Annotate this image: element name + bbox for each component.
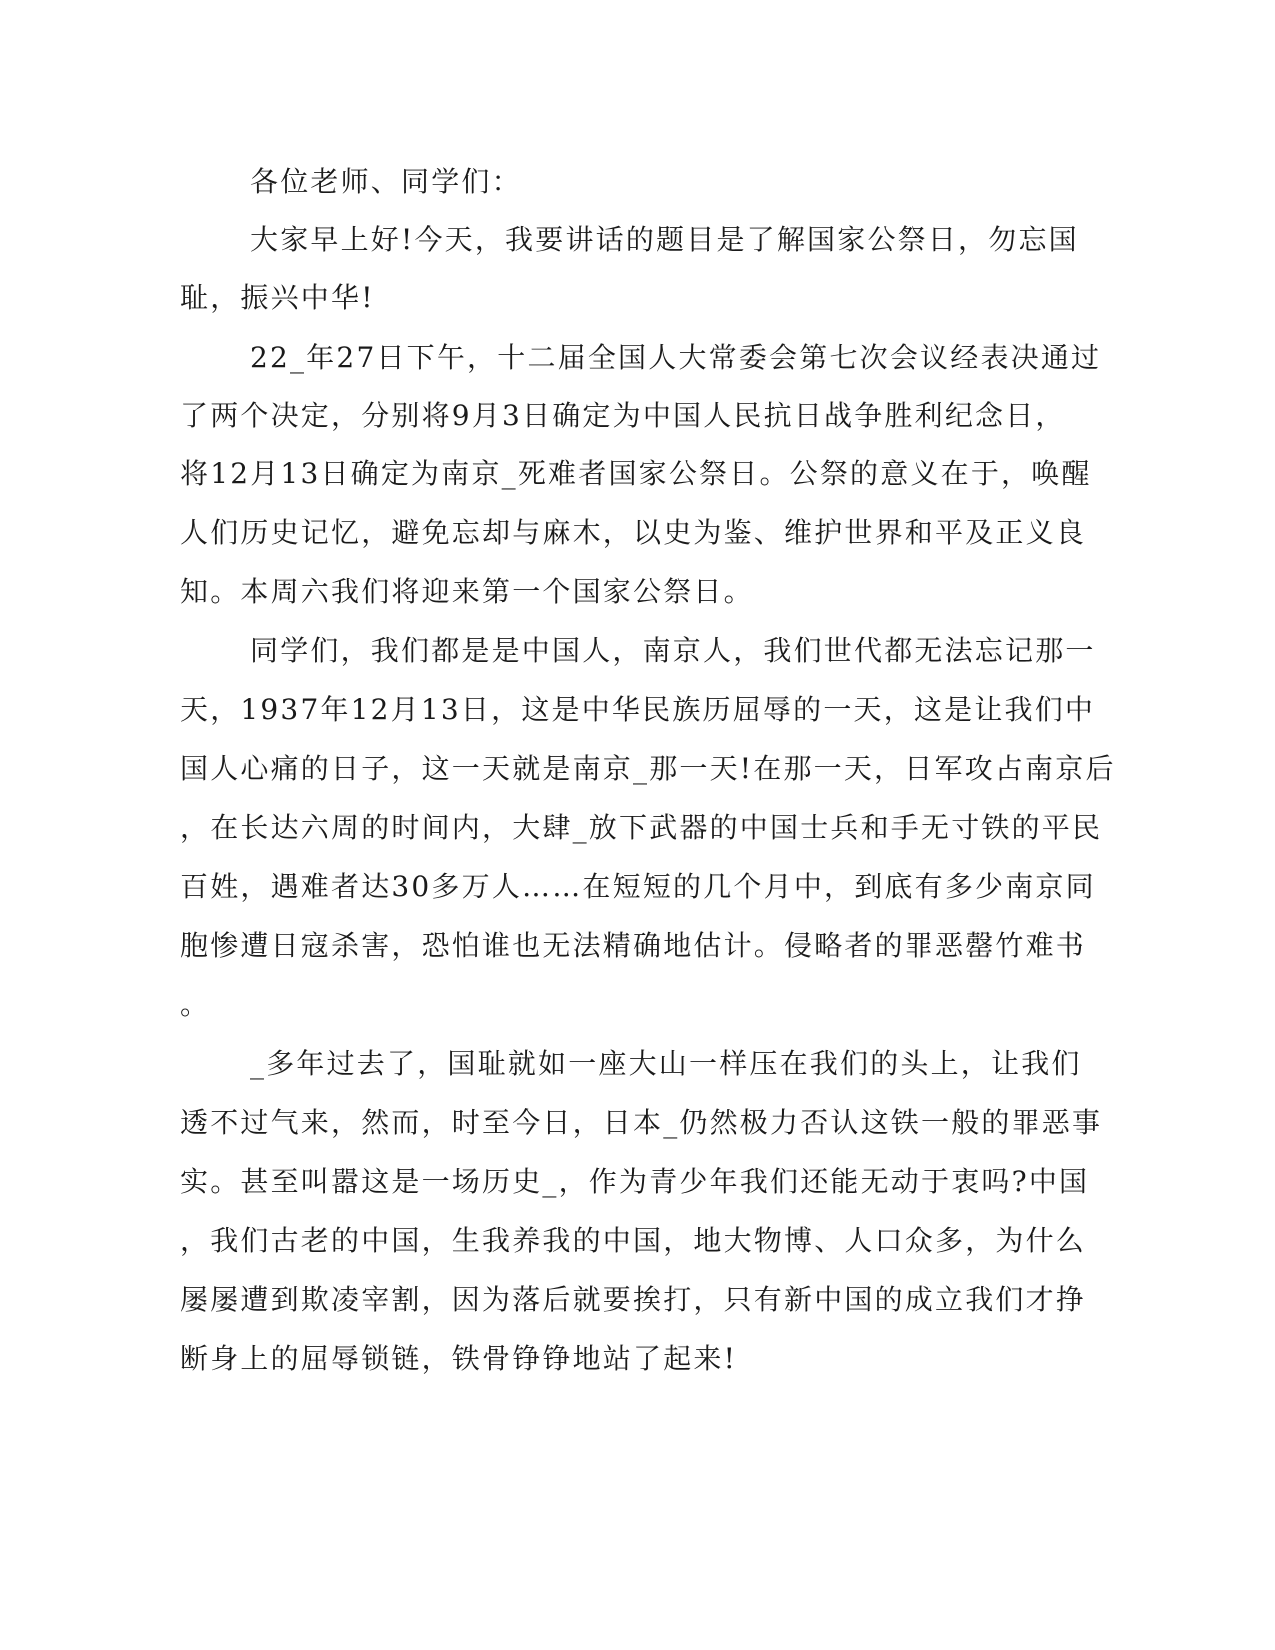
paragraph-2-line-4: 人们历史记忆，避免忘却与麻木，以史为鉴、维护世界和平及正义良 bbox=[180, 516, 1087, 549]
paragraph-4-line-3: 实。甚至叫嚣这是一场历史_，作为青少年我们还能无动于衷吗?中国 bbox=[180, 1165, 1090, 1198]
paragraph-3-line-2: 天，1937年12月13日，这是中华民族历屈辱的一天，这是让我们中 bbox=[180, 693, 1096, 726]
paragraph-4-line-6: 断身上的屈辱锁链，铁骨铮铮地站了起来! bbox=[180, 1342, 738, 1375]
paragraph-4-line-5: 屡屡遭到欺凌宰割，因为落后就要挨打，只有新中国的成立我们才挣 bbox=[180, 1283, 1087, 1316]
paragraph-1-line-1: 大家早上好!今天，我要讲话的题目是了解国家公祭日，勿忘国 bbox=[250, 223, 1079, 256]
paragraph-4-line-2: 透不过气来，然而，时至今日，日本_仍然极力否认这铁一般的罪恶事 bbox=[180, 1106, 1103, 1139]
paragraph-3-line-7: 。 bbox=[180, 988, 211, 1021]
paragraph-3-line-6: 胞惨遭日寇杀害，恐怕谁也无法精确地估计。侵略者的罪恶罄竹难书 bbox=[180, 929, 1087, 962]
paragraph-3-line-3: 国人心痛的日子，这一天就是南京_那一天!在那一天，日军攻占南京后 bbox=[180, 752, 1116, 785]
paragraph-3-line-5: 百姓，遇难者达30多万人……在短短的几个月中，到底有多少南京同 bbox=[180, 870, 1096, 903]
paragraph-1-line-2: 耻，振兴中华! bbox=[180, 281, 375, 314]
paragraph-2-line-1: 22_年27日下午，十二届全国人大常委会第七次会议经表决通过 bbox=[250, 341, 1102, 374]
paragraph-4-line-1: _多年过去了，国耻就如一座大山一样压在我们的头上，让我们 bbox=[250, 1047, 1082, 1080]
paragraph-2-line-2: 了两个决定，分别将9月3日确定为中国人民抗日战争胜利纪念日， bbox=[180, 399, 1066, 432]
paragraph-2-line-5: 知。本周六我们将迎来第一个国家公祭日。 bbox=[180, 575, 754, 608]
greeting-line: 各位老师、同学们： bbox=[250, 165, 522, 198]
paragraph-3-line-1: 同学们，我们都是是中国人，南京人，我们世代都无法忘记那一 bbox=[250, 634, 1096, 667]
paragraph-4-line-4: ，我们古老的中国，生我养我的中国，地大物博、人口众多，为什么 bbox=[180, 1224, 1087, 1257]
paragraph-3-line-4: ，在长达六周的时间内，大肆_放下武器的中国士兵和手无寸铁的平民 bbox=[180, 811, 1103, 844]
paragraph-2-line-3: 将12月13日确定为南京_死难者国家公祭日。公祭的意义在于，唤醒 bbox=[180, 457, 1092, 490]
